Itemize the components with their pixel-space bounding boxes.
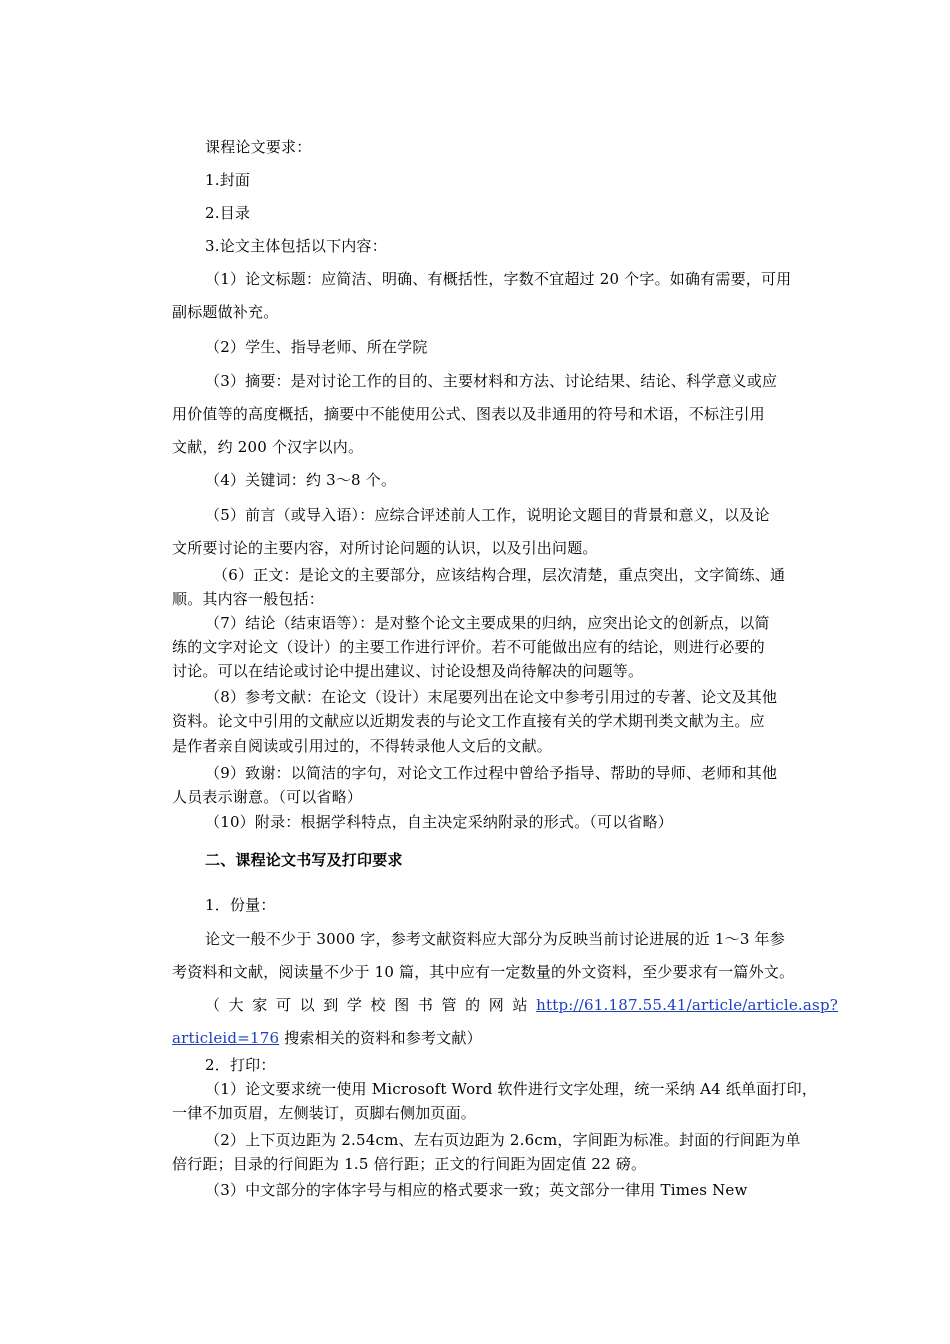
section-2-1-line-4 xyxy=(172,1027,838,1049)
website-hint-prefix: （大家可以到学校图书管的网站 xyxy=(205,996,537,1014)
para-8-line-1: （8）参考文献：在论文（设计）末尾要列出在论文中参考引用过的专著、论文及其他 xyxy=(205,688,778,706)
para-5-line-2: 文所要讨论的主要内容，对所讨论问题的认识，以及引出问题。 xyxy=(172,539,598,557)
requirements-heading: 课程论文要求： xyxy=(205,138,312,156)
para-1-line-1: （1）论文标题：应简洁、明确、有概括性，字数不宜超过 20 个字。如确有需要，可用 xyxy=(205,270,792,288)
library-website-link[interactable]: http://61.187.55.41/article/article.asp? xyxy=(536,996,838,1014)
section-2-2-title: 2．打印： xyxy=(205,1056,276,1074)
para-9-line-2: 人员表示谢意。（可以省略） xyxy=(172,788,363,806)
para-6-line-1: （6）正文：是论文的主要部分，应该结构合理，层次清楚，重点突出，文字简练、通 xyxy=(213,566,786,584)
section-2-1-line-3 xyxy=(205,994,838,1016)
para-2: （2）学生、指导老师、所在学院 xyxy=(205,338,428,356)
section-2-1-line-2: 考资料和文献，阅读量不少于 10 篇，其中应有一定数量的外文资料，至少要求有一篇外文。 xyxy=(172,963,795,981)
section-2-1-title: 1．份量： xyxy=(205,896,276,914)
para-8-line-2: 资料。论文中引用的文献应以近期发表的与论文工作直接有关的学术期刊类文献为主。应 xyxy=(172,712,765,730)
para-7-line-1: （7）结论（结束语等）：是对整个论文主要成果的归纳，应突出论文的创新点，以简 xyxy=(205,614,770,632)
section-2-2-para-2-line-1: （2）上下页边距为 2.54cm、左右页边距为 2.6cm，字间距为标准。封面的行间距为单 xyxy=(205,1131,801,1149)
para-5-line-1: （5）前言（或导入语）：应综合评述前人工作，说明论文题目的背景和意义，以及论 xyxy=(205,506,770,524)
para-6-line-2: 顺。其内容一般包括： xyxy=(172,590,325,608)
section-2-2-para-1-line-2: 一律不加页眉，左侧装订，页脚右侧加页面。 xyxy=(172,1104,477,1122)
para-3-line-3: 文献，约 200 个汉字以内。 xyxy=(172,438,364,456)
item-body: 3.论文主体包括以下内容： xyxy=(205,237,387,255)
section-2-2-para-3-line-1: （3）中文部分的字体字号与相应的格式要求一致；英文部分一律用 Times New xyxy=(205,1181,748,1199)
website-hint-suffix: 搜索相关的资料和参考文献） xyxy=(279,1029,482,1047)
para-3-line-1: （3）摘要：是对讨论工作的目的、主要材料和方法、讨论结果、结论、科学意义或应 xyxy=(205,372,778,390)
para-3-line-2: 用价值等的高度概括，摘要中不能使用公式、图表以及非通用的符号和术语，不标注引用 xyxy=(172,405,765,423)
section-2-2-para-2-line-2: 倍行距；目录的行间距为 1.5 倍行距；正文的行间距为固定值 22 磅。 xyxy=(172,1155,647,1173)
library-website-link-continued[interactable]: articleid=176 xyxy=(172,1029,280,1047)
para-8-line-3: 是作者亲自阅读或引用过的，不得转录他人文后的文献。 xyxy=(172,737,553,755)
para-10: （10）附录：根据学科特点，自主决定采纳附录的形式。（可以省略） xyxy=(205,813,673,831)
section-2-1-line-1: 论文一般不少于 3000 字，参考文献资料应大部分为反映当前讨论进展的近 1～3 年参 xyxy=(205,930,785,948)
para-4: （4）关键词：约 3～8 个。 xyxy=(205,471,397,489)
item-cover: 1.封面 xyxy=(205,171,251,189)
para-7-line-3: 讨论。可以在结论或讨论中提出建议、讨论设想及尚待解决的问题等。 xyxy=(172,662,644,680)
para-1-line-2: 副标题做补充。 xyxy=(172,303,279,321)
item-toc: 2.目录 xyxy=(205,204,251,222)
section-2-heading: 二、课程论文书写及打印要求 xyxy=(205,851,403,869)
para-9-line-1: （9）致谢：以简洁的字句，对论文工作过程中曾给予指导、帮助的导师、老师和其他 xyxy=(205,764,778,782)
section-2-2-para-1-line-1: （1）论文要求统一使用 Microsoft Word 软件进行文字处理，统一采纳 A4 纸单面打印， xyxy=(205,1080,818,1098)
para-7-line-2: 练的文字对论文（设计）的主要工作进行评价。若不可能做出应有的结论，则进行必要的 xyxy=(172,638,765,656)
